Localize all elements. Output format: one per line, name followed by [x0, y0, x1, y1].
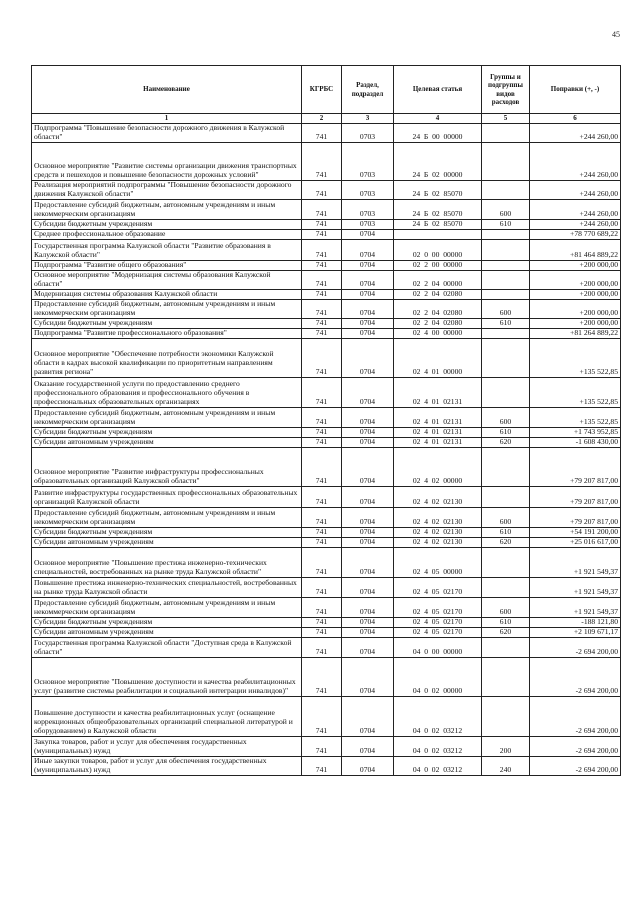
row-section: 0704 — [342, 577, 394, 597]
row-section: 0703 — [342, 220, 394, 230]
table-row — [32, 577, 621, 597]
row-kgrbs: 741 — [302, 181, 342, 200]
row-amount: +135 522,85 — [530, 407, 621, 427]
table-row — [32, 220, 621, 230]
row-group — [482, 328, 530, 338]
row-section: 0704 — [342, 270, 394, 289]
row-section: 0704 — [342, 486, 394, 507]
row-kgrbs: 741 — [302, 124, 342, 143]
row-group: 600 — [482, 507, 530, 527]
row-amount: +79 207 817,00 — [530, 486, 621, 507]
row-target: 24 Б 02 85070 — [394, 181, 482, 200]
row-group — [482, 696, 530, 736]
table-body — [32, 114, 621, 776]
table-row — [32, 289, 621, 299]
row-group — [482, 447, 530, 486]
table-row — [32, 756, 621, 775]
row-group: 610 — [482, 318, 530, 328]
row-section: 0704 — [342, 637, 394, 657]
row-section: 0703 — [342, 181, 394, 200]
row-name: Основное мероприятие "Развитие системы организации движения транспортных средств и пешеходов и повышение безопасности дорожных условий" — [32, 143, 302, 181]
row-target: 02 2 04 02080 — [394, 299, 482, 318]
row-kgrbs: 741 — [302, 696, 342, 736]
column-number-row — [32, 114, 621, 124]
header-group: Группы и подгруппы видов расходов — [482, 66, 530, 114]
row-amount: +244 260,00 — [530, 143, 621, 181]
row-group — [482, 260, 530, 270]
table-row — [32, 537, 621, 547]
row-kgrbs: 741 — [302, 447, 342, 486]
row-amount: +81 464 889,22 — [530, 239, 621, 260]
table-row — [32, 657, 621, 696]
row-kgrbs: 741 — [302, 260, 342, 270]
row-amount: -2 694 200,00 — [530, 696, 621, 736]
row-group: 240 — [482, 756, 530, 775]
row-target: 02 4 05 02170 — [394, 577, 482, 597]
row-kgrbs: 741 — [302, 338, 342, 377]
row-kgrbs: 741 — [302, 328, 342, 338]
row-amount: +1 921 549,37 — [530, 547, 621, 577]
row-target: 02 4 01 02131 — [394, 427, 482, 437]
row-section: 0704 — [342, 299, 394, 318]
budget-amendments-table — [31, 65, 621, 776]
row-amount: +2 109 671,17 — [530, 627, 621, 637]
row-kgrbs: 741 — [302, 407, 342, 427]
row-target: 24 Б 02 85070 — [394, 200, 482, 220]
column-number: 5 — [482, 114, 530, 124]
row-kgrbs: 741 — [302, 377, 342, 407]
row-target: 24 Б 02 00000 — [394, 143, 482, 181]
row-target: 04 0 02 03212 — [394, 696, 482, 736]
row-target: 02 4 02 02130 — [394, 486, 482, 507]
table-header-row — [32, 66, 621, 114]
row-name: Оказание государственной услуги по предоставлению среднего профессионального образования и профессионального обучения в профессиональных образовательных организациях — [32, 377, 302, 407]
table-row — [32, 617, 621, 627]
row-group: 620 — [482, 627, 530, 637]
column-number: 2 — [302, 114, 342, 124]
row-kgrbs: 741 — [302, 318, 342, 328]
row-amount: +1 921 549,37 — [530, 577, 621, 597]
row-name: Основное мероприятие "Обеспечение потребности экономики Калужской области в кадрах высокой квалификации по приоритетным направлениям развития региона" — [32, 338, 302, 377]
row-target: 04 0 02 00000 — [394, 657, 482, 696]
row-kgrbs: 741 — [302, 597, 342, 617]
table-row — [32, 547, 621, 577]
row-name: Государственная программа Калужской области "Развитие образования в Калужской области" — [32, 239, 302, 260]
row-section: 0704 — [342, 527, 394, 537]
row-section: 0704 — [342, 696, 394, 736]
column-number: 1 — [32, 114, 302, 124]
row-section: 0704 — [342, 377, 394, 407]
row-section: 0703 — [342, 200, 394, 220]
row-amount: -1 608 430,00 — [530, 437, 621, 447]
table-row — [32, 239, 621, 260]
row-name: Субсидии автономным учреждениям — [32, 437, 302, 447]
row-group: 600 — [482, 597, 530, 617]
row-section: 0703 — [342, 124, 394, 143]
row-amount: +25 016 617,00 — [530, 537, 621, 547]
row-group — [482, 143, 530, 181]
row-amount: -2 694 200,00 — [530, 637, 621, 657]
row-group — [482, 229, 530, 239]
row-section: 0704 — [342, 447, 394, 486]
row-name: Подпрограмма "Повышение безопасности дорожного движения в Калужской области" — [32, 124, 302, 143]
row-section: 0703 — [342, 143, 394, 181]
row-group — [482, 239, 530, 260]
row-target: 02 4 00 00000 — [394, 328, 482, 338]
row-amount: +244 260,00 — [530, 200, 621, 220]
row-target: 02 4 05 02170 — [394, 627, 482, 637]
row-target: 02 4 02 02130 — [394, 537, 482, 547]
table-row — [32, 437, 621, 447]
table-row — [32, 338, 621, 377]
row-name: Основное мероприятие "Повышение престижа инженерно-технических специальностей, востребованных на рынке труда Калужской области" — [32, 547, 302, 577]
row-name: Субсидии автономным учреждениям — [32, 627, 302, 637]
header-amend: Поправки (+, -) — [530, 66, 621, 114]
row-section: 0704 — [342, 627, 394, 637]
row-target: 24 Б 02 85070 — [394, 220, 482, 230]
table-row — [32, 407, 621, 427]
row-target: 02 4 01 02131 — [394, 407, 482, 427]
row-kgrbs: 741 — [302, 427, 342, 437]
header-name: Наименование — [32, 66, 302, 114]
table-row — [32, 328, 621, 338]
row-section: 0704 — [342, 338, 394, 377]
row-name: Субсидии бюджетным учреждениям — [32, 318, 302, 328]
table-row — [32, 447, 621, 486]
table-row — [32, 507, 621, 527]
row-name: Реализация мероприятий подпрограммы "Повышение безопасности дорожного движения Калужской области" — [32, 181, 302, 200]
table-row — [32, 736, 621, 756]
row-amount: +244 260,00 — [530, 124, 621, 143]
table-row — [32, 270, 621, 289]
row-kgrbs: 741 — [302, 270, 342, 289]
row-name: Основное мероприятие "Развитие инфраструктуры профессиональных образовательных организаций Калужской области" — [32, 447, 302, 486]
row-amount: +244 260,00 — [530, 181, 621, 200]
row-name: Подпрограмма "Развитие профессионального образования" — [32, 328, 302, 338]
row-kgrbs: 741 — [302, 299, 342, 318]
row-kgrbs: 741 — [302, 200, 342, 220]
row-name: Предоставление субсидий бюджетным, автономным учреждениям и иным некоммерческим организациям — [32, 200, 302, 220]
row-section: 0704 — [342, 537, 394, 547]
table-row — [32, 527, 621, 537]
row-name: Среднее профессиональное образование — [32, 229, 302, 239]
row-amount: -2 694 200,00 — [530, 657, 621, 696]
table-row — [32, 299, 621, 318]
row-kgrbs: 741 — [302, 756, 342, 775]
row-section: 0704 — [342, 756, 394, 775]
row-kgrbs: 741 — [302, 637, 342, 657]
row-target: 04 0 02 03212 — [394, 756, 482, 775]
row-kgrbs: 741 — [302, 239, 342, 260]
row-section: 0704 — [342, 617, 394, 627]
row-amount: -2 694 200,00 — [530, 756, 621, 775]
table-row — [32, 318, 621, 328]
table-row — [32, 597, 621, 617]
row-name: Модернизация системы образования Калужской области — [32, 289, 302, 299]
row-section: 0704 — [342, 736, 394, 756]
row-target: 02 4 01 00000 — [394, 338, 482, 377]
row-name: Предоставление субсидий бюджетным, автономным учреждениям и иным некоммерческим организациям — [32, 407, 302, 427]
row-target: 02 4 02 00000 — [394, 447, 482, 486]
row-name: Повышение престижа инженерно-технических специальностей, востребованных на рынке труда Калужской области — [32, 577, 302, 597]
row-section: 0704 — [342, 657, 394, 696]
table-row — [32, 124, 621, 143]
row-section: 0704 — [342, 597, 394, 617]
row-target: 24 Б 00 00000 — [394, 124, 482, 143]
row-group — [482, 270, 530, 289]
row-name: Основное мероприятие "Повышение доступности и качества реабилитационных услуг (развитие системы реабилитации и социальной интеграции инвалидов)" — [32, 657, 302, 696]
row-group: 610 — [482, 527, 530, 537]
row-group — [482, 124, 530, 143]
row-amount: +81 264 889,22 — [530, 328, 621, 338]
row-target: 02 4 05 02170 — [394, 597, 482, 617]
row-target: 04 0 00 00000 — [394, 637, 482, 657]
row-amount: -188 121,80 — [530, 617, 621, 627]
column-number: 4 — [394, 114, 482, 124]
row-section: 0704 — [342, 318, 394, 328]
row-target: 02 2 04 02080 — [394, 289, 482, 299]
row-group — [482, 181, 530, 200]
row-section: 0704 — [342, 239, 394, 260]
row-group: 610 — [482, 617, 530, 627]
row-amount: +79 207 817,00 — [530, 447, 621, 486]
row-target: 02 0 00 00000 — [394, 239, 482, 260]
row-amount: +200 000,00 — [530, 260, 621, 270]
row-group — [482, 289, 530, 299]
row-name: Основное мероприятие "Модернизация системы образования Калужской области" — [32, 270, 302, 289]
table-row — [32, 696, 621, 736]
row-group — [482, 338, 530, 377]
row-group: 600 — [482, 407, 530, 427]
row-kgrbs: 741 — [302, 486, 342, 507]
row-name: Субсидии бюджетным учреждениям — [32, 220, 302, 230]
row-kgrbs: 741 — [302, 229, 342, 239]
row-target: 02 4 02 02130 — [394, 507, 482, 527]
table-row — [32, 143, 621, 181]
row-target: 04 0 02 03212 — [394, 736, 482, 756]
row-kgrbs: 741 — [302, 657, 342, 696]
row-section: 0704 — [342, 547, 394, 577]
row-group — [482, 577, 530, 597]
row-kgrbs: 741 — [302, 736, 342, 756]
row-group — [482, 486, 530, 507]
row-target: 02 4 01 02131 — [394, 437, 482, 447]
row-amount: +135 522,85 — [530, 377, 621, 407]
row-name: Предоставление субсидий бюджетным, автономным учреждениям и иным некоммерческим организациям — [32, 299, 302, 318]
table-row — [32, 260, 621, 270]
row-group: 610 — [482, 427, 530, 437]
row-amount: +78 770 689,22 — [530, 229, 621, 239]
row-group — [482, 657, 530, 696]
row-section: 0704 — [342, 427, 394, 437]
row-group — [482, 547, 530, 577]
row-group: 600 — [482, 299, 530, 318]
row-amount: +54 191 200,00 — [530, 527, 621, 537]
row-kgrbs: 741 — [302, 437, 342, 447]
row-name: Предоставление субсидий бюджетным, автономным учреждениям и иным некоммерческим организациям — [32, 597, 302, 617]
row-group — [482, 637, 530, 657]
row-kgrbs: 741 — [302, 507, 342, 527]
row-amount: +244 260,00 — [530, 220, 621, 230]
table-row — [32, 200, 621, 220]
header-target: Целевая статья — [394, 66, 482, 114]
row-kgrbs: 741 — [302, 143, 342, 181]
row-group: 610 — [482, 220, 530, 230]
row-name: Закупка товаров, работ и услуг для обеспечения государственных (муниципальных) нужд — [32, 736, 302, 756]
row-section: 0704 — [342, 260, 394, 270]
row-name: Предоставление субсидий бюджетным, автономным учреждениям и иным некоммерческим организациям — [32, 507, 302, 527]
row-target: 02 2 00 00000 — [394, 260, 482, 270]
header-kgrbs: КГРБС — [302, 66, 342, 114]
row-group: 620 — [482, 437, 530, 447]
table-row — [32, 627, 621, 637]
row-name: Повышение доступности и качества реабилитационных услуг (оснащение коррекционных общеобразовательных организаций специальной литературой и оборудованием) в Калужской области — [32, 696, 302, 736]
row-amount: +135 522,85 — [530, 338, 621, 377]
row-amount: +200 000,00 — [530, 318, 621, 328]
row-kgrbs: 741 — [302, 617, 342, 627]
row-kgrbs: 741 — [302, 627, 342, 637]
row-section: 0704 — [342, 229, 394, 239]
row-section: 0704 — [342, 407, 394, 427]
table-row — [32, 486, 621, 507]
row-section: 0704 — [342, 328, 394, 338]
row-kgrbs: 741 — [302, 537, 342, 547]
column-number: 6 — [530, 114, 621, 124]
row-kgrbs: 741 — [302, 547, 342, 577]
row-amount: +200 000,00 — [530, 299, 621, 318]
row-target: 02 2 04 02080 — [394, 318, 482, 328]
row-name: Развитие инфраструктуры государственных профессиональных образовательных организаций Калужской области — [32, 486, 302, 507]
row-name: Иные закупки товаров, работ и услуг для обеспечения государственных (муниципальных) нужд — [32, 756, 302, 775]
table-row — [32, 377, 621, 407]
table-row — [32, 229, 621, 239]
row-name: Подпрограмма "Развитие общего образования" — [32, 260, 302, 270]
row-amount: +200 000,00 — [530, 270, 621, 289]
row-amount: +79 207 817,00 — [530, 507, 621, 527]
header-section: Раздел, подраздел — [342, 66, 394, 114]
row-section: 0704 — [342, 289, 394, 299]
row-name: Государственная программа Калужской области "Доступная среда в Калужской области" — [32, 637, 302, 657]
row-amount: +200 000,00 — [530, 289, 621, 299]
row-group: 200 — [482, 736, 530, 756]
row-kgrbs: 741 — [302, 527, 342, 537]
row-target: 02 4 05 00000 — [394, 547, 482, 577]
row-amount: +1 921 549,37 — [530, 597, 621, 617]
row-name: Субсидии автономным учреждениям — [32, 537, 302, 547]
table-row — [32, 427, 621, 437]
row-section: 0704 — [342, 437, 394, 447]
row-target: 02 4 02 02130 — [394, 527, 482, 537]
table-row — [32, 637, 621, 657]
row-amount: +1 743 952,85 — [530, 427, 621, 437]
row-group: 600 — [482, 200, 530, 220]
column-number: 3 — [342, 114, 394, 124]
row-target: 02 4 01 02131 — [394, 377, 482, 407]
row-target — [394, 229, 482, 239]
row-kgrbs: 741 — [302, 289, 342, 299]
row-group — [482, 377, 530, 407]
row-group: 620 — [482, 537, 530, 547]
row-name: Субсидии бюджетным учреждениям — [32, 527, 302, 537]
row-section: 0704 — [342, 507, 394, 527]
page-number: 45 — [612, 30, 620, 39]
table-row — [32, 181, 621, 200]
row-kgrbs: 741 — [302, 220, 342, 230]
row-target: 02 4 05 02170 — [394, 617, 482, 627]
row-target: 02 2 04 00000 — [394, 270, 482, 289]
row-name: Субсидии бюджетным учреждениям — [32, 427, 302, 437]
row-kgrbs: 741 — [302, 577, 342, 597]
row-amount: -2 694 200,00 — [530, 736, 621, 756]
row-name: Субсидии бюджетным учреждениям — [32, 617, 302, 627]
